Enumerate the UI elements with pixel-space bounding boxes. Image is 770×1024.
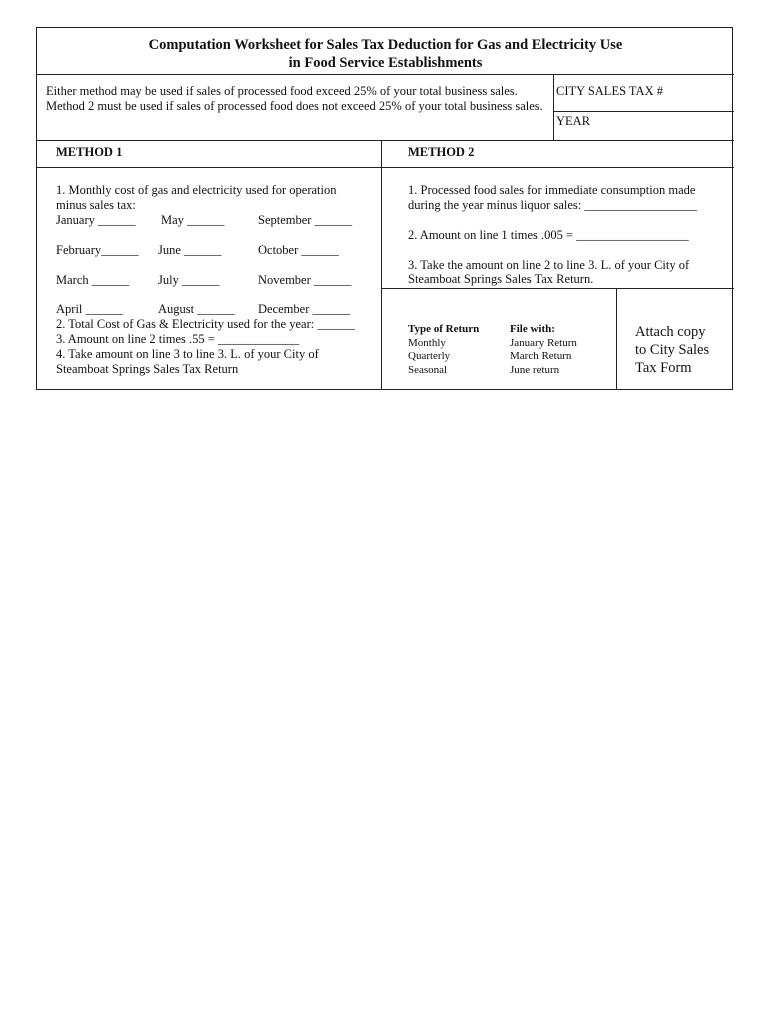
file-with-march: March Return — [510, 350, 572, 362]
divider-method-headings — [37, 167, 734, 168]
month-september[interactable]: September ______ — [258, 213, 353, 227]
method2-line-1a: 1. Processed food sales for immediate consumption made — [408, 183, 696, 197]
month-july[interactable]: July ______ — [158, 273, 220, 287]
attach-note-line-2: to City Sales — [635, 342, 710, 358]
divider-attach — [616, 288, 617, 390]
method2-line-2[interactable]: 2. Amount on line 1 times .005 = __________________ — [408, 228, 689, 242]
month-january[interactable]: January ______ — [56, 213, 136, 227]
file-with-header: File with: — [510, 323, 555, 335]
month-october[interactable]: October ______ — [258, 243, 339, 257]
month-june[interactable]: June ______ — [158, 243, 222, 257]
divider-methods — [381, 140, 382, 390]
divider-fields — [553, 74, 554, 140]
method2-line-3b: Steamboat Springs Sales Tax Return. — [408, 272, 594, 286]
method1-line-2[interactable]: 2. Total Cost of Gas & Electricity used for the year: ______ — [56, 317, 355, 331]
month-april[interactable]: April ______ — [56, 302, 124, 316]
return-type-header: Type of Return — [408, 323, 480, 335]
form-title-line-1: Computation Worksheet for Sales Tax Deduction for Gas and Electricity Use — [148, 37, 623, 53]
intro-line-1: Either method may be used if sales of processed food exceed 25% of your total business sales. — [46, 84, 518, 98]
month-may[interactable]: May ______ — [161, 213, 225, 227]
method1-line-4b: Steamboat Springs Sales Tax Return — [56, 362, 239, 376]
method1-line-4a: 4. Take amount on line 3 to line 3. L. of your City of — [56, 347, 319, 361]
attach-note-line-1: Attach copy — [635, 324, 706, 340]
method2-line-3a: 3. Take the amount on line 2 to line 3. L. of your City of — [408, 258, 690, 272]
method1-line-1a: 1. Monthly cost of gas and electricity used for operation — [56, 183, 337, 197]
file-with-january: January Return — [510, 337, 577, 349]
year-field[interactable]: YEAR — [556, 114, 591, 128]
return-type-monthly: Monthly — [408, 337, 446, 349]
divider-intro — [37, 140, 734, 141]
method-2-heading: METHOD 2 — [408, 145, 475, 159]
file-with-june: June return — [510, 364, 560, 376]
month-march[interactable]: March ______ — [56, 273, 130, 287]
intro-line-2: Method 2 must be used if sales of processed food does not exceed 25% of your total business sales. — [46, 99, 543, 113]
method2-line-1b[interactable]: during the year minus liquor sales: __________________ — [408, 198, 697, 212]
city-sales-tax-field[interactable]: CITY SALES TAX # — [556, 84, 663, 98]
method1-line-1b: minus sales tax: — [56, 198, 136, 212]
attach-note-line-3: Tax Form — [635, 360, 692, 376]
month-february[interactable]: February______ — [56, 243, 139, 257]
month-november[interactable]: November ______ — [258, 273, 352, 287]
method1-line-3[interactable]: 3. Amount on line 2 times .55 = _____________ — [56, 332, 300, 346]
return-type-seasonal: Seasonal — [408, 364, 448, 376]
month-august[interactable]: August ______ — [158, 302, 235, 316]
method-1-heading: METHOD 1 — [56, 145, 123, 159]
divider-title — [37, 74, 734, 75]
divider-city-year — [553, 111, 734, 112]
month-december[interactable]: December ______ — [258, 302, 350, 316]
return-type-quarterly: Quarterly — [408, 350, 451, 362]
divider-method2-table — [381, 288, 734, 289]
worksheet-form — [36, 27, 733, 390]
form-title-line-2: in Food Service Establishments — [288, 55, 483, 71]
